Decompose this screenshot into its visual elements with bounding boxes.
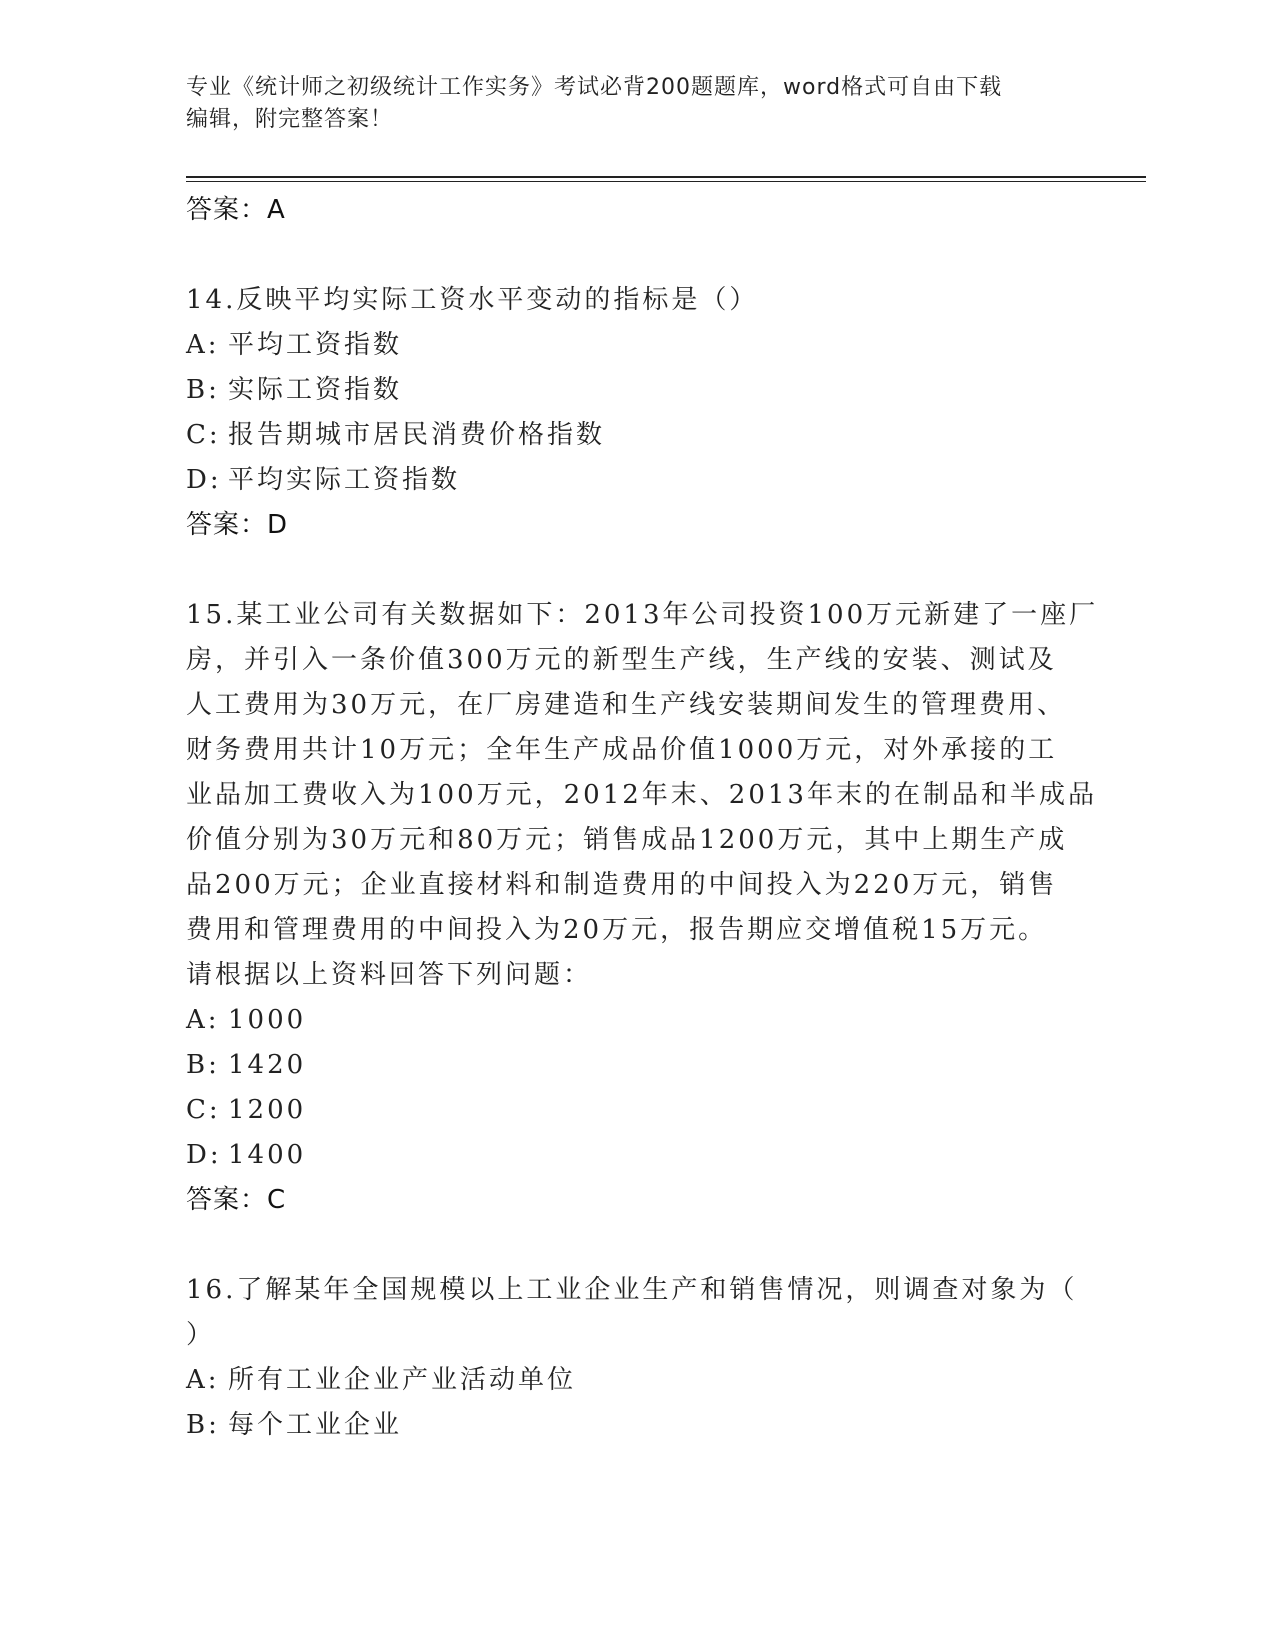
header-divider-thin xyxy=(186,181,1146,182)
option-key: A: xyxy=(186,330,220,360)
option-text: 1000 xyxy=(228,1005,307,1035)
previous-answer: 答案：A xyxy=(186,195,286,225)
question-14-answer: 答案：D xyxy=(186,510,289,540)
option-key: A: xyxy=(186,1005,220,1035)
option-key: A: xyxy=(186,1365,220,1395)
option-text: 1420 xyxy=(228,1050,307,1080)
option-a xyxy=(186,1358,1086,1403)
option-c xyxy=(186,413,1086,458)
header-divider xyxy=(186,176,1146,178)
option-text: 每个工业企业 xyxy=(228,1410,403,1440)
document-body xyxy=(186,188,1099,1448)
option-key: D: xyxy=(186,465,222,495)
option-text: 报告期城市居民消费价格指数 xyxy=(228,420,606,450)
option-d xyxy=(186,1133,1086,1178)
question-15 xyxy=(186,593,1099,1223)
question-15-line: 费用和管理费用的中间投入为20万元，报告期应交增值税15万元。 xyxy=(186,915,1048,945)
option-text: 平均实际工资指数 xyxy=(228,465,461,495)
header-line-2: 编辑，附完整答案！ xyxy=(186,107,394,132)
question-14-text: 14.反映平均实际工资水平变动的指标是（） xyxy=(186,285,759,315)
question-15-line: 15.某工业公司有关数据如下：2013年公司投资100万元新建了一座厂 xyxy=(186,600,1099,630)
question-15-line: 财务费用共计10万元；全年生产成品价值1000万元，对外承接的工 xyxy=(186,735,1058,765)
option-key: C: xyxy=(186,420,221,450)
question-15-line: 请根据以上资料回答下列问题： xyxy=(186,960,593,990)
option-b xyxy=(186,1043,1086,1088)
option-d xyxy=(186,458,1086,503)
question-14 xyxy=(186,278,1086,548)
option-text: 所有工业企业产业活动单位 xyxy=(228,1365,577,1395)
question-15-line: 房，并引入一条价值300万元的新型生产线，生产线的安装、测试及 xyxy=(186,645,1057,675)
option-key: D: xyxy=(186,1140,222,1170)
spacer xyxy=(186,548,1086,593)
question-15-line: 价值分别为30万元和80万元；销售成品1200万元，其中上期生产成 xyxy=(186,825,1068,855)
option-text: 平均工资指数 xyxy=(228,330,403,360)
question-15-line: 业品加工费收入为100万元，2012年末、2013年末的在制品和半成品 xyxy=(186,780,1097,810)
option-text: 1200 xyxy=(228,1095,307,1125)
option-key: B: xyxy=(186,1050,220,1080)
question-16 xyxy=(186,1268,1086,1448)
spacer xyxy=(186,1223,1086,1268)
question-15-answer: 答案：C xyxy=(186,1185,287,1215)
question-16-line: ） xyxy=(186,1320,216,1350)
question-16-line: 16.了解某年全国规模以上工业企业生产和销售情况，则调查对象为（ xyxy=(186,1275,1078,1305)
spacer xyxy=(186,233,1086,278)
option-b xyxy=(186,1403,1086,1448)
option-key: B: xyxy=(186,1410,220,1440)
option-text: 1400 xyxy=(228,1140,307,1170)
option-key: B: xyxy=(186,375,220,405)
option-a xyxy=(186,323,1086,368)
option-key: C: xyxy=(186,1095,221,1125)
option-text: 实际工资指数 xyxy=(228,375,403,405)
question-15-line: 品200万元；企业直接材料和制造费用的中间投入为220万元，销售 xyxy=(186,870,1058,900)
option-b xyxy=(186,368,1086,413)
question-15-line: 人工费用为30万元，在厂房建造和生产线安装期间发生的管理费用、 xyxy=(186,690,1067,720)
option-a xyxy=(186,998,1086,1043)
page-header xyxy=(186,72,1066,136)
header-line-1: 专业《统计师之初级统计工作实务》考试必背200题题库，word格式可自由下载 xyxy=(186,75,1003,100)
option-c xyxy=(186,1088,1086,1133)
